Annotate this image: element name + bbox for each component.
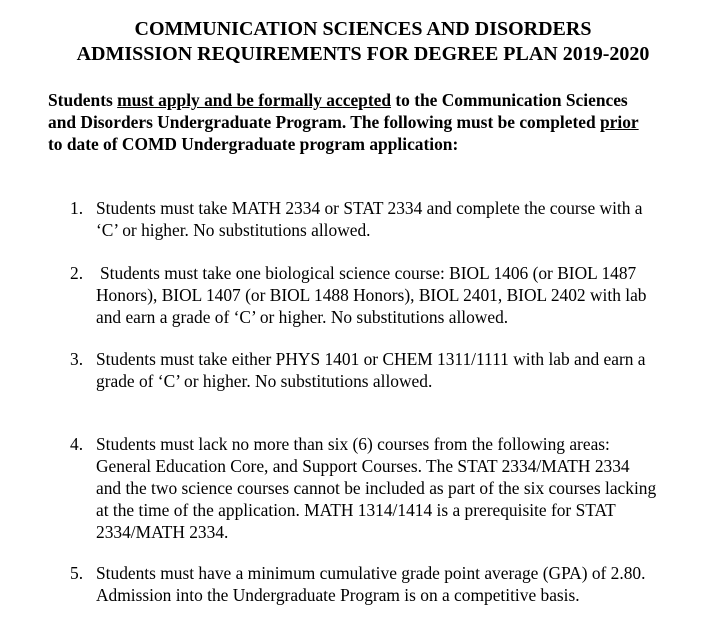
requirement-text xyxy=(96,262,726,328)
intro-line-3: to date of COMD Undergraduate program application: xyxy=(48,134,459,154)
requirement-line: Honors), BIOL 1407 (or BIOL 1488 Honors), BIOL 2401, BIOL 2402 with lab xyxy=(96,285,647,305)
requirement-line: 2334/MATH 2334. xyxy=(96,522,229,542)
requirement-line: ‘C’ or higher. No substitutions allowed. xyxy=(96,220,371,240)
requirement-line: grade of ‘C’ or higher. No substitutions allowed. xyxy=(96,371,433,391)
requirement-number: 2. xyxy=(70,263,84,283)
requirement-line: at the time of the application. MATH 1314/1414 is a prerequisite for STAT xyxy=(96,500,616,520)
requirement-text xyxy=(96,197,726,241)
requirement-number: 4. xyxy=(70,434,84,454)
requirement-number: 1. xyxy=(70,198,84,218)
document-title-line-2: ADMISSION REQUIREMENTS FOR DEGREE PLAN 2019-2020 xyxy=(76,43,650,65)
document-title-line-1: COMMUNICATION SCIENCES AND DISORDERS xyxy=(134,18,592,40)
requirement-line: Admission into the Undergraduate Program is on a competitive basis. xyxy=(96,585,580,605)
requirement-line: and the two science courses cannot be included as part of the six courses lacking xyxy=(96,478,657,498)
requirement-text xyxy=(96,433,726,543)
intro-text: Students xyxy=(48,90,118,110)
intro-line-1 xyxy=(48,89,708,111)
intro-paragraph xyxy=(48,89,708,155)
intro-underlined-text: prior xyxy=(599,112,639,132)
requirement-line: Students must take either PHYS 1401 or CHEM 1311/1111 with lab and earn a xyxy=(96,349,646,369)
intro-underlined-text: must apply and be formally accepted xyxy=(117,90,392,110)
requirement-text xyxy=(96,562,726,606)
requirement-line: and earn a grade of ‘C’ or higher. No substitutions allowed. xyxy=(96,307,509,327)
intro-text: to the Communication Sciences xyxy=(391,90,628,110)
intro-text: and Disorders Undergraduate Program. The following must be completed xyxy=(48,112,600,132)
requirement-line: Students must lack no more than six (6) courses from the following areas: xyxy=(96,434,610,454)
requirement-line: Students must have a minimum cumulative grade point average (GPA) of 2.80. xyxy=(96,563,646,583)
requirement-text xyxy=(96,348,726,392)
requirement-line: Students must take one biological science course: BIOL 1406 (or BIOL 1487 xyxy=(100,263,637,283)
requirement-number: 5. xyxy=(70,563,84,583)
intro-line-2 xyxy=(48,111,708,133)
requirement-line: General Education Core, and Support Courses. The STAT 2334/MATH 2334 xyxy=(96,456,630,476)
requirement-line: Students must take MATH 2334 or STAT 2334 and complete the course with a xyxy=(96,198,643,218)
requirement-number: 3. xyxy=(70,349,84,369)
